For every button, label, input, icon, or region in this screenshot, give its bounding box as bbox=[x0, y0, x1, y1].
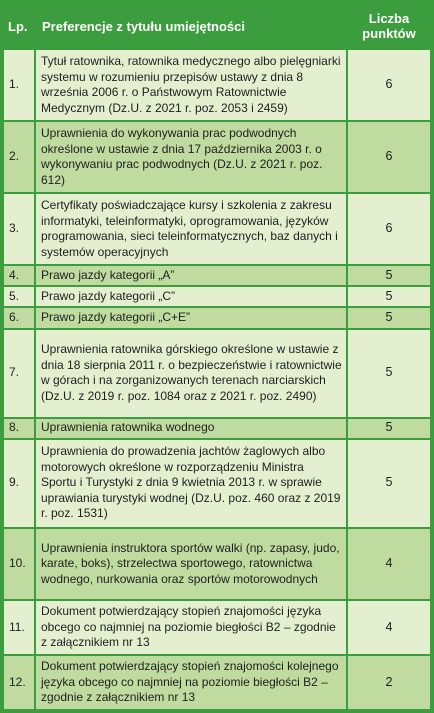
row-points: 2 bbox=[348, 656, 430, 709]
row-points: 6 bbox=[348, 194, 430, 264]
row-number: 6. bbox=[4, 308, 34, 327]
row-number: 11. bbox=[4, 601, 34, 654]
row-number: 9. bbox=[4, 440, 34, 527]
table-row bbox=[4, 266, 430, 285]
row-number: 3. bbox=[4, 194, 34, 264]
table-row bbox=[4, 194, 430, 264]
table-row bbox=[4, 656, 430, 709]
table-row bbox=[4, 440, 430, 527]
table-row bbox=[4, 419, 430, 438]
row-preference: Dokument potwierdzający stopień znajomości kolejnego języka obcego co najmniej na poziomie biegłości B2 – zgodnie z załącznikiem nr 13 bbox=[36, 656, 346, 709]
table-row bbox=[4, 330, 430, 417]
row-points: 6 bbox=[348, 122, 430, 192]
row-number: 1. bbox=[4, 50, 34, 120]
row-preference: Uprawnienia ratownika górskiego określone w ustawie z dnia 18 sierpnia 2011 r. o bezpieczeństwie i ratownictwie w górach i na zorganizowanych terenach narciarskich (Dz.U. z 2019 r. poz. 1084 oraz z 2021 r. poz. 2490) bbox=[36, 330, 346, 417]
table-row bbox=[4, 601, 430, 654]
header-preference: Preferencje z tytułu umiejętności bbox=[36, 4, 346, 48]
row-preference: Uprawnienia do prowadzenia jachtów żaglowych albo motorowych określone w rozporządzeniu Ministra Sportu i Turystyki z dnia 9 kwietnia 2013 r. w sprawie uprawiania turystyki wodnej (Dz.U. poz. 460 oraz z 2019 r. poz. 1531) bbox=[36, 440, 346, 527]
row-number: 12. bbox=[4, 656, 34, 709]
row-preference: Tytuł ratownika, ratownika medycznego albo pielęgniarki systemu w rozumieniu przepisów ustawy z dnia 8 września 2006 r. o Państwowym Ratownictwie Medycznym (Dz.U. z 2021 r. poz. 2053 i 2459) bbox=[36, 50, 346, 120]
row-number: 10. bbox=[4, 529, 34, 599]
row-number: 8. bbox=[4, 419, 34, 438]
row-number: 7. bbox=[4, 330, 34, 417]
skills-preferences-table bbox=[2, 2, 432, 711]
row-preference: Uprawnienia do wykonywania prac podwodnych określone w ustawie z dnia 17 października 2003 r. o wykonywaniu prac podwodnych (Dz.U. z 2021 r. poz. 612) bbox=[36, 122, 346, 192]
row-points: 5 bbox=[348, 308, 430, 327]
row-points: 5 bbox=[348, 419, 430, 438]
row-number: 4. bbox=[4, 266, 34, 285]
row-preference: Uprawnienia ratownika wodnego bbox=[36, 419, 346, 438]
row-preference: Certyfikaty poświadczające kursy i szkolenia z zakresu informatyki, teleinformatyki, oprogramowania, języków programowania, sieci teleinformatycznych, baz danych i systemów operacyjnych bbox=[36, 194, 346, 264]
row-preference: Uprawnienia instruktora sportów walki (np. zapasy, judo, karate, boks), strzelectwa sportowego, ratownictwa wodnego, nurkowania oraz sportów motorowodnych bbox=[36, 529, 346, 599]
row-number: 5. bbox=[4, 287, 34, 306]
row-points: 4 bbox=[348, 601, 430, 654]
row-preference: Prawo jazdy kategorii „C+E” bbox=[36, 308, 346, 327]
table-header-row bbox=[4, 4, 430, 48]
row-number: 2. bbox=[4, 122, 34, 192]
table-row bbox=[4, 308, 430, 327]
table-row bbox=[4, 50, 430, 120]
header-lp: Lp. bbox=[4, 4, 34, 48]
row-points: 5 bbox=[348, 287, 430, 306]
row-preference: Prawo jazdy kategorii „A” bbox=[36, 266, 346, 285]
row-preference: Dokument potwierdzający stopień znajomości języka obcego co najmniej na poziomie biegłości B2 – zgodnie z załącznikiem nr 13 bbox=[36, 601, 346, 654]
table-row bbox=[4, 529, 430, 599]
row-points: 5 bbox=[348, 440, 430, 527]
row-points: 6 bbox=[348, 50, 430, 120]
table-row bbox=[4, 122, 430, 192]
row-preference: Prawo jazdy kategorii „C” bbox=[36, 287, 346, 306]
row-points: 5 bbox=[348, 266, 430, 285]
table-row bbox=[4, 287, 430, 306]
row-points: 4 bbox=[348, 529, 430, 599]
header-points: Liczba punktów bbox=[348, 4, 430, 48]
row-points: 5 bbox=[348, 330, 430, 417]
